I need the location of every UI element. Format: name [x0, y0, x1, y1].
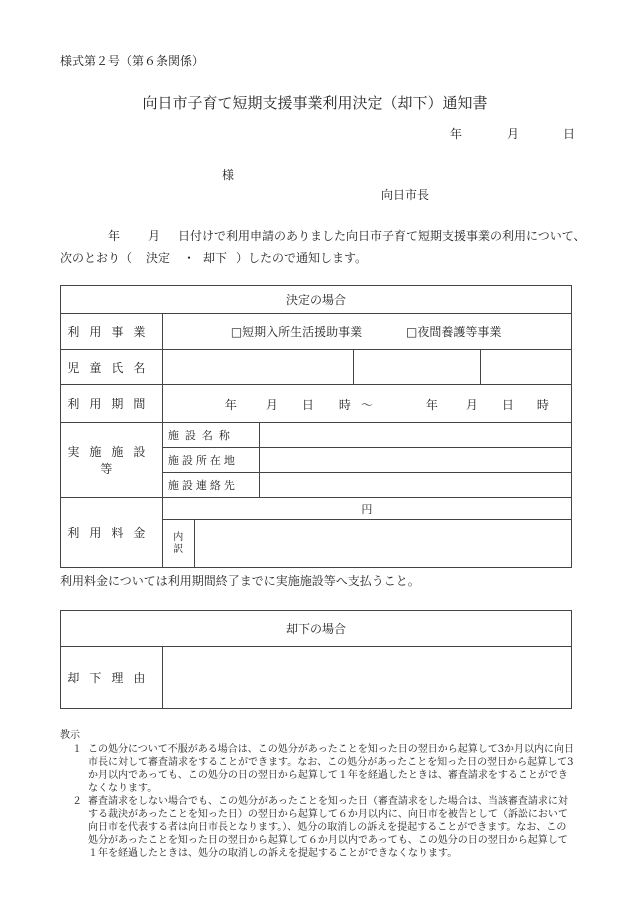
document-title: 向日市子育て短期支援事業利用決定（却下）通知書: [142, 94, 488, 112]
service-label: 利用事業: [61, 314, 163, 350]
period-start-year: 年: [224, 398, 237, 412]
period-label: 利用期間: [61, 385, 163, 423]
facility-label: 実施施設等: [61, 423, 163, 498]
facility-address-field[interactable]: [259, 448, 571, 473]
intro-line1: 日付けで利用申請のありました向日市子育て短期支援事業の利用について、: [178, 229, 586, 243]
date-day: 日: [563, 127, 576, 141]
addressee-suffix: 様: [222, 168, 235, 182]
service-options: [162, 314, 571, 350]
period-end-day: 日: [501, 398, 514, 412]
date-month: 月: [507, 127, 520, 141]
intro-month: 月: [148, 229, 161, 243]
facility-contact-field[interactable]: [259, 473, 571, 498]
notice-item-number: １: [72, 744, 82, 755]
child-name-cell-1[interactable]: [162, 350, 354, 385]
intro-line2-end: ）したので通知します。: [236, 251, 368, 265]
period-end-month: 月: [465, 398, 478, 412]
period-separator: 〜: [360, 398, 373, 412]
notice-section: [60, 729, 575, 860]
fee-note: 利用料金については利用期間終了までに実施施設等へ支払うこと。: [60, 574, 420, 588]
period-end-hour: 時: [536, 398, 549, 412]
notice-item-number: ２: [72, 796, 82, 807]
intro-separator: ・: [183, 251, 196, 265]
service-short-stay-checkbox[interactable]: □短期入所生活援助事業: [230, 325, 363, 339]
date-year: 年: [450, 127, 463, 141]
period-end-year: 年: [425, 398, 438, 412]
notice-item-text: 審査請求をしない場合でも、この処分があったことを知った日（審査請求をした場合は、当該審査請求に対する裁決があったことを知った日）の翌日から起算して６か月以内に、向日市を被告として（訴訟において向日市を代表する者は向日市長となります。）、処分の取消しの訴えを提起することができます。なお、この処分があったことを知った日の翌日から起算して６か月以内であっても、この処分の日の翌日から起算して１年を経過したときは、処分の取消しの訴えを提起することができなくなります。: [88, 796, 568, 859]
notice-heading: 教示: [60, 730, 80, 741]
intro-decision-option: 決定: [146, 251, 171, 265]
child-name-label: 児童氏名: [61, 350, 163, 385]
notice-item: [60, 743, 575, 795]
service-night-care-checkbox[interactable]: □夜間養護等事業: [406, 325, 502, 339]
breakdown-label-1: 内: [173, 531, 184, 543]
intro-year: 年: [108, 229, 121, 243]
facility-contact-label: 施設連絡先: [162, 473, 259, 498]
facility-name-label: 施設名称: [162, 423, 259, 448]
period-start-month: 月: [265, 398, 278, 412]
notice-item: [60, 795, 575, 860]
child-name-cell-2[interactable]: [354, 350, 481, 385]
facility-address-label: 施設所在地: [162, 448, 259, 473]
facility-name-field[interactable]: [259, 423, 571, 448]
fee-label: 利用料金: [61, 498, 163, 568]
decision-header: 決定の場合: [61, 286, 572, 314]
form-number: 様式第２号（第６条関係）: [60, 54, 205, 68]
sender-name: 向日市長: [381, 188, 430, 202]
notice-item-text: この処分について不服がある場合は、この処分があったことを知った日の翌日から起算して3か月以内に向日市長に対して審査請求をすることができます。なお、この処分があったことを知った日の翌日から起算して3か月以内であっても、この処分の日の翌日から起算して１年を経過したときは、審査請求をすることができなくなります。: [88, 744, 575, 794]
breakdown-label: [162, 520, 194, 568]
reject-table: [60, 610, 572, 709]
fee-unit: 円: [361, 502, 373, 516]
breakdown-field[interactable]: [194, 520, 571, 568]
reject-header: 却下の場合: [61, 611, 572, 647]
period-start-hour: 時: [338, 398, 351, 412]
reject-reason-field[interactable]: [162, 647, 571, 709]
period-cell[interactable]: [162, 385, 571, 423]
reject-reason-label: 却下理由: [61, 647, 163, 709]
intro-line2-start: 次のとおり（: [60, 251, 133, 265]
breakdown-label-2: 訳: [173, 543, 184, 555]
decision-table: [60, 285, 572, 568]
period-start-day: 日: [301, 398, 314, 412]
intro-reject-option: 却下: [203, 251, 228, 265]
fee-amount-cell[interactable]: [162, 498, 571, 520]
child-name-cell-3[interactable]: [481, 350, 572, 385]
